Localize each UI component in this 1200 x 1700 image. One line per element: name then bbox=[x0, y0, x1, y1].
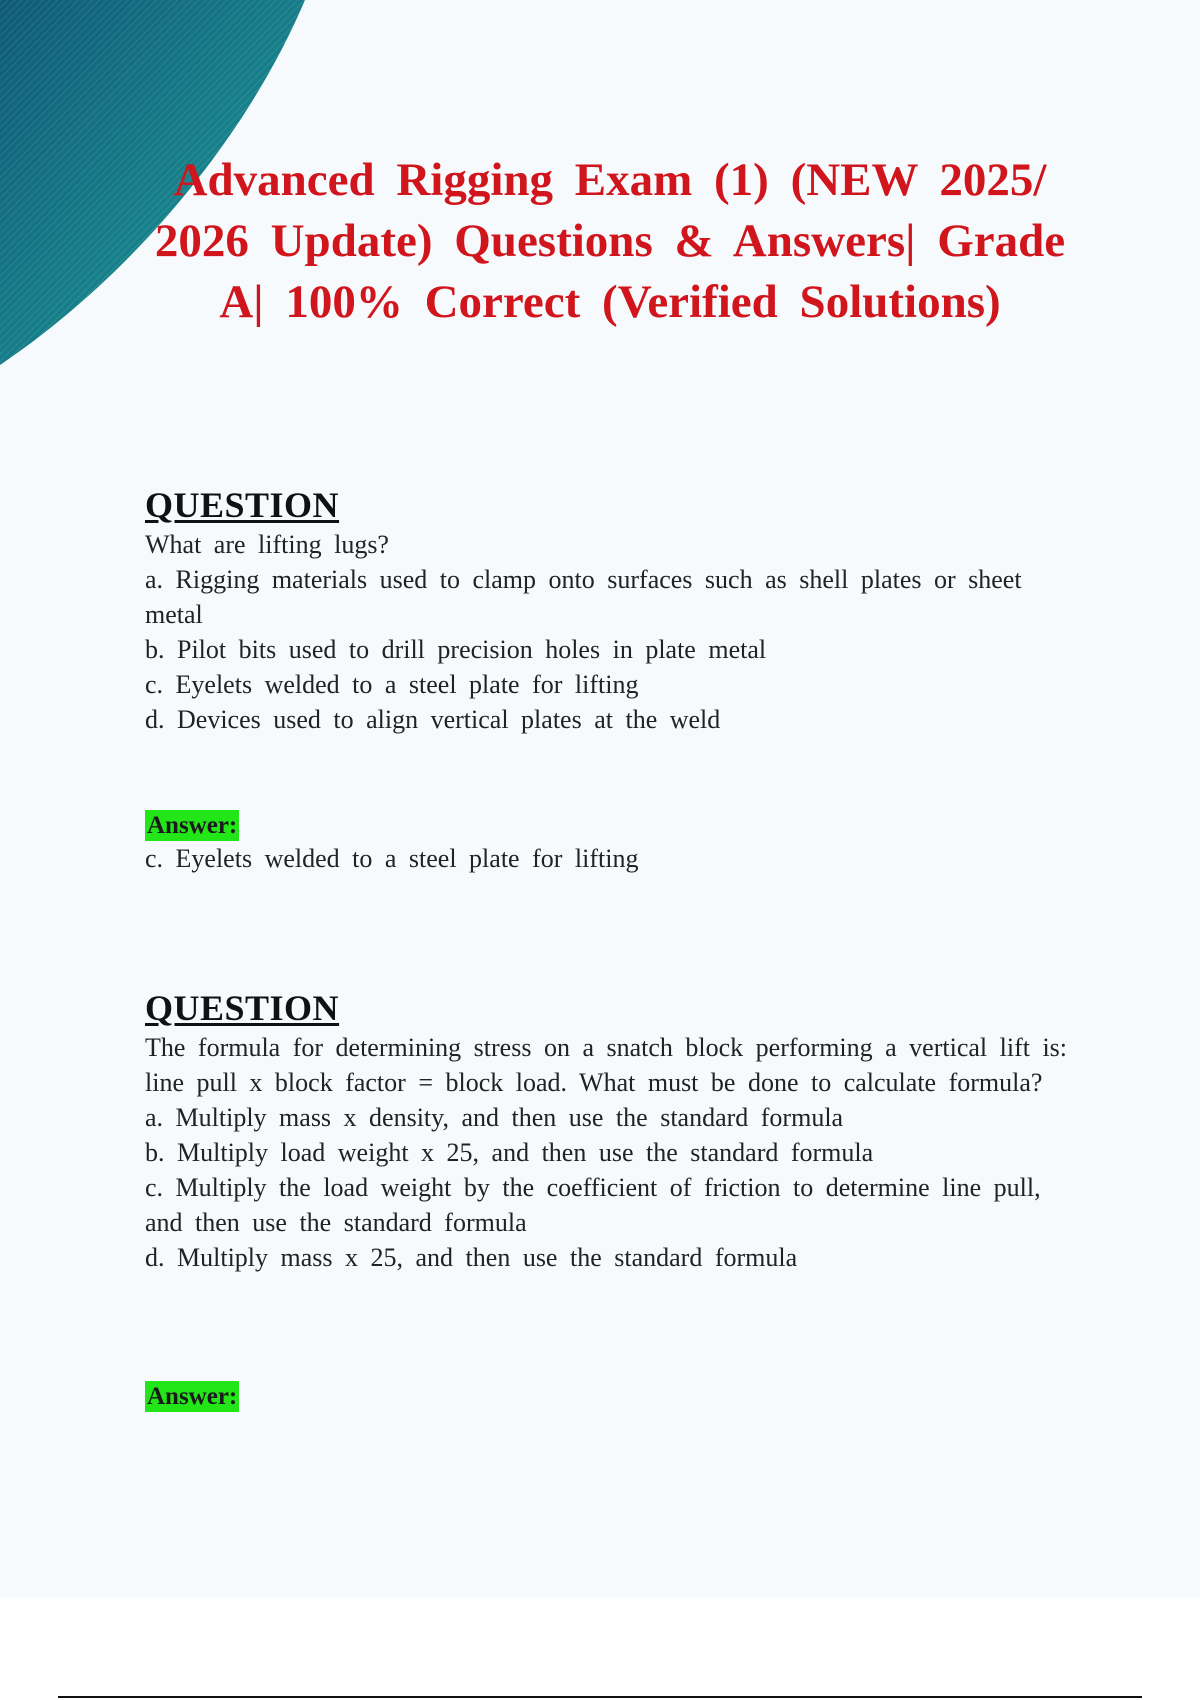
answer-text: c. Eyelets welded to a steel plate for lifting bbox=[145, 844, 639, 873]
question-options bbox=[145, 562, 1075, 737]
option-d: d. Devices used to align vertical plates at the weld bbox=[145, 705, 721, 734]
option-c: c. Eyelets welded to a steel plate for lifting bbox=[145, 670, 639, 699]
option-a: a. Multiply mass x density, and then use the standard formula bbox=[145, 1103, 844, 1132]
option-d: d. Multiply mass x 25, and then use the standard formula bbox=[145, 1243, 798, 1272]
question-options bbox=[145, 1100, 1075, 1275]
question-text: The formula for determining stress on a snatch block performing a vertical lift is: line pull x block factor = block load. What must be done to calculate formula? bbox=[145, 1033, 1068, 1097]
option-c: c. Multiply the load weight by the coefficient of friction to determine line pull, and then use the standard formula bbox=[145, 1173, 1041, 1237]
question-block-2 bbox=[145, 988, 1075, 1275]
answer-block-1 bbox=[145, 810, 1075, 876]
answer-label: Answer: bbox=[147, 1383, 238, 1410]
question-text: What are lifting lugs? bbox=[145, 530, 389, 559]
question-heading: QUESTION bbox=[145, 988, 340, 1028]
bottom-divider bbox=[58, 1696, 1142, 1698]
option-b: b. Pilot bits used to drill precision holes in plate metal bbox=[145, 635, 767, 664]
option-b: b. Multiply load weight x 25, and then use the standard formula bbox=[145, 1138, 874, 1167]
question-block-1 bbox=[145, 485, 1075, 737]
question-heading: QUESTION bbox=[145, 485, 340, 525]
answer-label: Answer: bbox=[147, 812, 238, 839]
option-a: a. Rigging materials used to clamp onto surfaces such as shell plates or sheet metal bbox=[145, 565, 1022, 629]
answer-block-2 bbox=[145, 1381, 1075, 1412]
document-title: Advanced Rigging Exam (1) (NEW 2025/ 2026 Update) Questions & Answers| Grade A| 100% Correct (Verified Solutions) bbox=[154, 154, 1066, 328]
